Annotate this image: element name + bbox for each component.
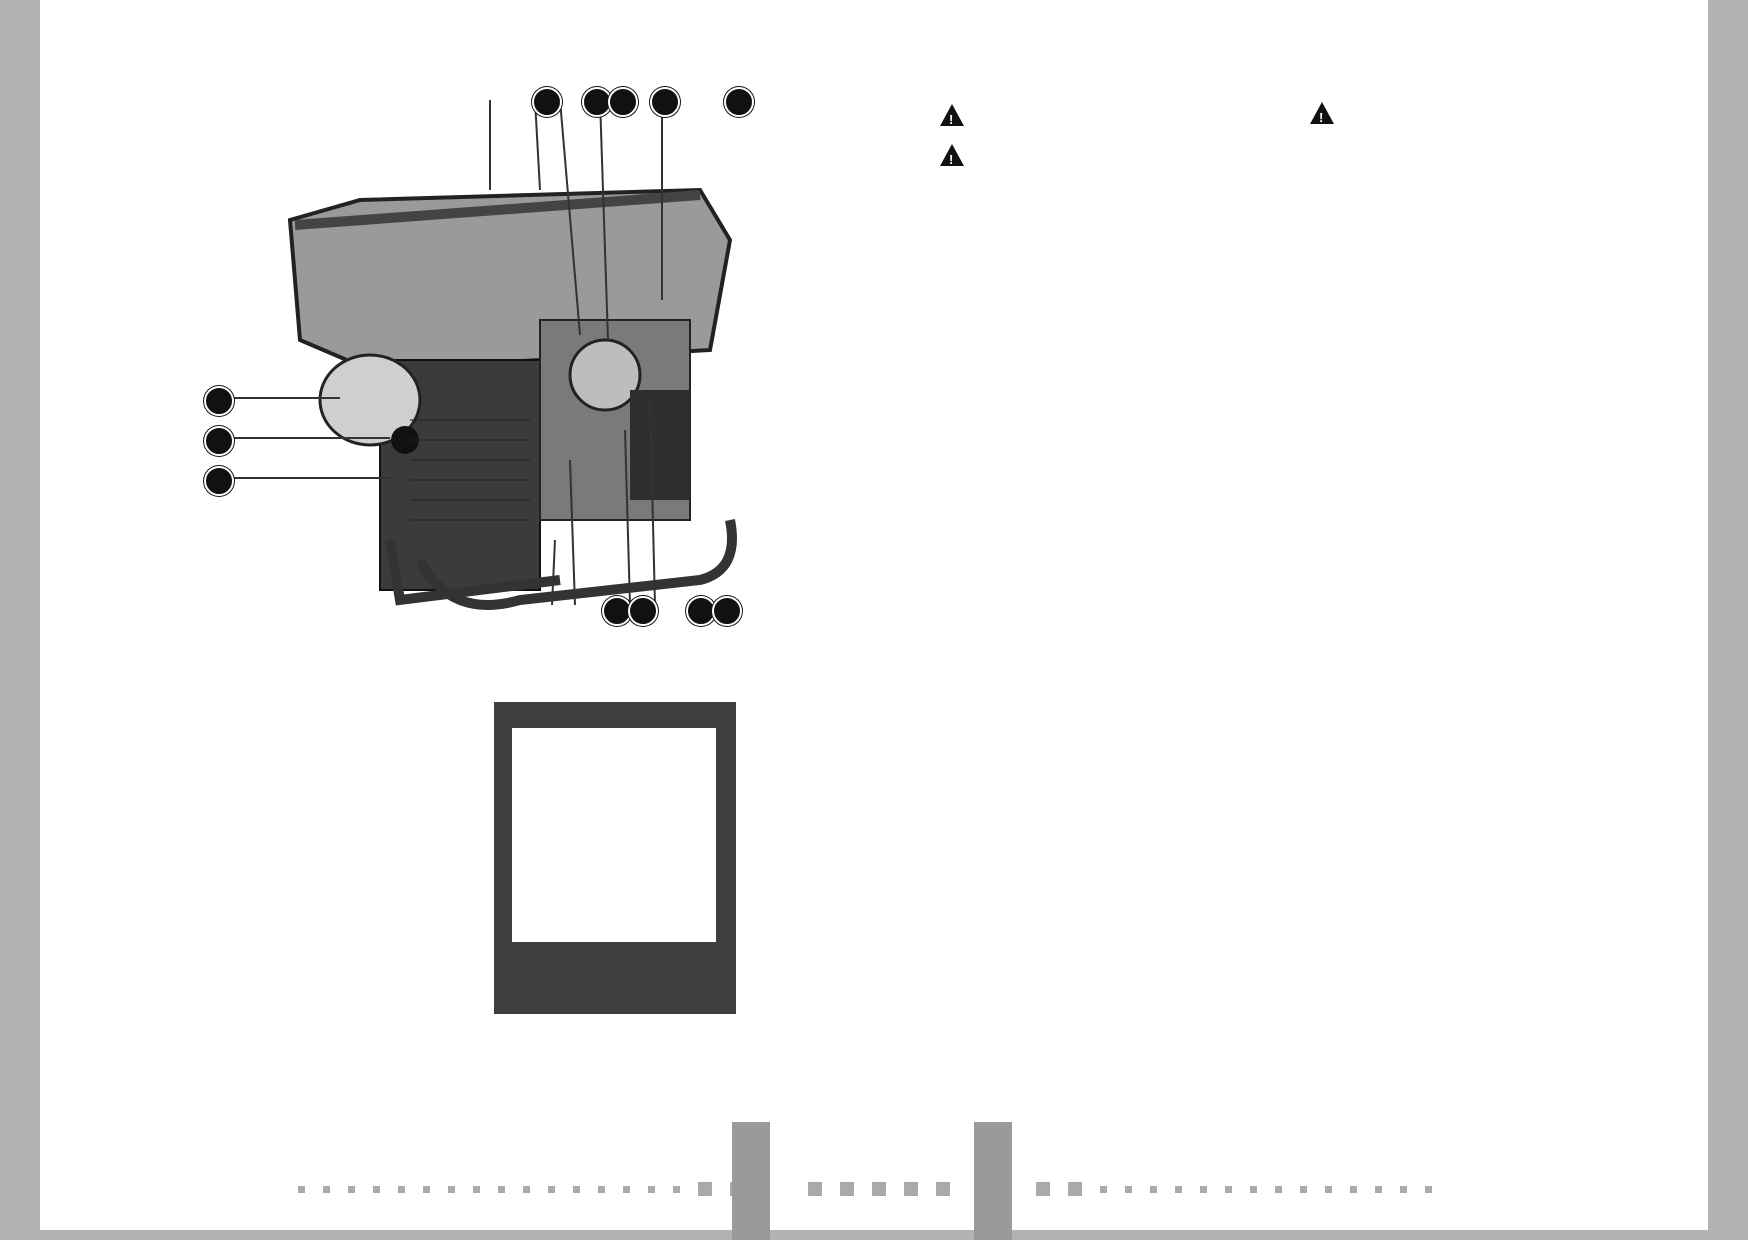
footer-dots-center [808, 1182, 950, 1196]
callout-badge-1 [532, 87, 562, 117]
callout-badge-4 [204, 426, 234, 456]
page-number-right [974, 1122, 1012, 1240]
footer-dots-left [298, 1182, 744, 1196]
info-plate [494, 702, 736, 1014]
page-number-left [732, 1122, 770, 1240]
warning-2 [940, 144, 1280, 166]
callout-badge-3 [204, 386, 234, 416]
generator-photo [230, 100, 750, 620]
warning-1 [940, 104, 1280, 126]
callout-badge-11 [724, 87, 754, 117]
warning-icon [940, 104, 964, 126]
page-frame-right [1708, 0, 1748, 1240]
callout-badge-5 [204, 466, 234, 496]
footer-dots-right [1036, 1182, 1432, 1196]
warning-icon [940, 144, 964, 166]
warning-3 [1310, 102, 1670, 124]
section-column [940, 86, 1280, 176]
right-column [1310, 84, 1670, 124]
callout-badge-7 [628, 596, 658, 626]
callout-badge-8 [608, 87, 638, 117]
warning-icon [1310, 102, 1334, 124]
callout-badge-9 [712, 596, 742, 626]
callout-badge-10 [650, 87, 680, 117]
info-plate-panel [512, 728, 716, 942]
page-frame-bottom [40, 1230, 1708, 1240]
page-frame-left [0, 0, 40, 1240]
